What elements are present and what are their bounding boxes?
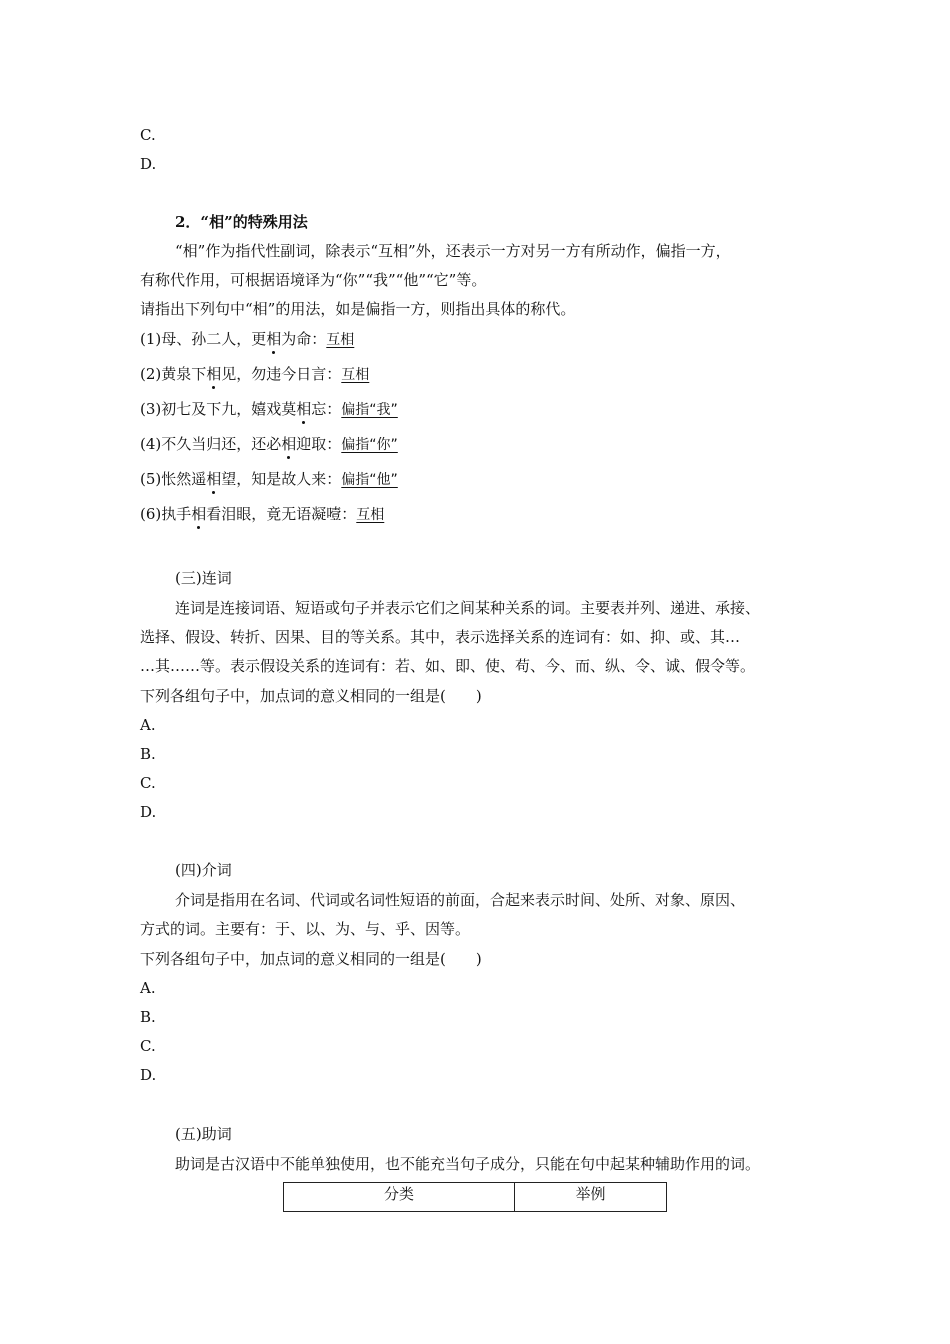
lianci-option-c: C. — [140, 774, 156, 792]
xiang-item-4 — [140, 434, 398, 455]
section-heading-jieci: (四)介词 — [175, 861, 232, 879]
jieci-line-1: 介词是指用在名词、代词或名词性短语的前面，合起来表示时间、处所、对象、原因、 — [175, 891, 746, 909]
dotted-char: 相 — [191, 505, 207, 523]
xiang-item-6 — [140, 504, 384, 525]
item-answer: 偏指“我” — [341, 402, 398, 418]
xiang-item-5 — [140, 469, 398, 490]
item-text-before: (2)黄泉下 — [140, 365, 207, 383]
item-answer: 偏指“你” — [341, 437, 398, 453]
item-text-before: (5)怅然遥 — [140, 470, 207, 488]
option-c: C. — [140, 126, 156, 144]
xiang-desc-line-1: “相”作为指代性副词，除表示“互相”外，还表示一方对另一方有所动作，偏指一方， — [175, 242, 731, 260]
lianci-line-3: …其……等。表示假设关系的连词有：若、如、即、使、苟、今、而、纵、令、诚、假令等。 — [140, 657, 756, 675]
table-header-category: 分类 — [284, 1183, 515, 1212]
lianci-option-a: A. — [140, 716, 156, 734]
section-heading-zhuci: (五)助词 — [175, 1125, 232, 1143]
item-answer: 互相 — [356, 507, 385, 523]
jieci-option-a: A. — [140, 979, 156, 997]
option-d: D. — [140, 155, 157, 173]
xiang-item-2 — [140, 364, 369, 385]
item-text-after: 望，知是故人来： — [221, 470, 342, 488]
dotted-char: 相 — [266, 330, 282, 348]
item-text-after: 为命： — [281, 330, 327, 348]
item-text-after: 迎取： — [296, 435, 342, 453]
item-text-before: (3)初七及下九，嬉戏莫 — [140, 400, 297, 418]
lianci-option-b: B. — [140, 745, 156, 763]
dotted-char: 相 — [206, 470, 222, 488]
lianci-question: 下列各组句子中，加点词的意义相同的一组是( ) — [140, 687, 482, 705]
item-text-before: (1)母、孙二人，更 — [140, 330, 267, 348]
item-text-before: (6)执手 — [140, 505, 192, 523]
jieci-option-b: B. — [140, 1008, 156, 1026]
jieci-line-2: 方式的词。主要有：于、以、为、与、乎、因等。 — [140, 920, 471, 938]
item-text-after: 忘： — [311, 400, 342, 418]
jieci-question: 下列各组句子中，加点词的意义相同的一组是( ) — [140, 950, 482, 968]
jieci-option-c: C. — [140, 1037, 156, 1055]
section-heading-lianci: (三)连词 — [175, 569, 232, 587]
dotted-char: 相 — [206, 365, 222, 383]
item-text-after: 见，勿违今日言： — [221, 365, 342, 383]
zhuci-line-1: 助词是古汉语中不能单独使用，也不能充当句子成分，只能在句中起某种辅助作用的词。 — [175, 1155, 761, 1173]
xiang-item-3 — [140, 399, 398, 420]
xiang-item-1 — [140, 329, 354, 350]
dotted-char: 相 — [296, 400, 312, 418]
xiang-desc-line-2: 有称代作用，可根据语境译为“你”“我”“他”“它”等。 — [140, 271, 487, 289]
xiang-prompt: 请指出下列句中“相”的用法，如是偏指一方，则指出具体的称代。 — [140, 300, 576, 318]
table-header-row — [284, 1183, 667, 1212]
item-answer: 互相 — [341, 367, 370, 383]
item-answer: 互相 — [326, 332, 355, 348]
lianci-line-1: 连词是连接词语、短语或句子并表示它们之间某种关系的词。主要表并列、递进、承接、 — [175, 599, 761, 617]
zhuci-table — [283, 1182, 667, 1212]
item-text-before: (4)不久当归还，还必 — [140, 435, 282, 453]
dotted-char: 相 — [281, 435, 297, 453]
lianci-option-d: D. — [140, 803, 157, 821]
table-header-example: 举例 — [515, 1183, 667, 1212]
lianci-line-2: 选择、假设、转折、因果、目的等关系。其中，表示选择关系的连词有：如、抑、或、其… — [140, 628, 741, 646]
section-heading-xiang: 2．“相”的特殊用法 — [175, 213, 308, 231]
item-text-after: 看泪眼，竟无语凝噎： — [206, 505, 357, 523]
jieci-option-d: D. — [140, 1066, 157, 1084]
item-answer: 偏指“他” — [341, 472, 398, 488]
